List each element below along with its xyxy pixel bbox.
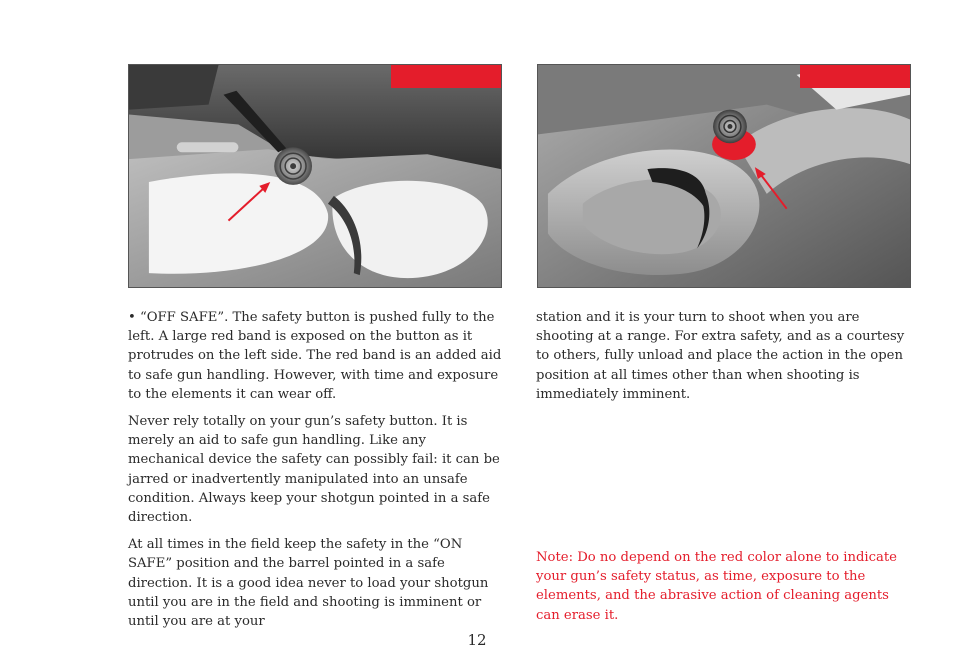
safety-button-red-band-photo-icon	[538, 65, 910, 287]
paragraph-in-field: At all times in the field keep the safety in the “ON SAFE” position and the barrel pointed in a safe direction. It is a good idea never to load your shotgun until you are in the field and shooting is imminent or until you are at your	[128, 537, 489, 630]
page-number: 12	[467, 631, 487, 649]
left-text-column	[128, 308, 506, 639]
red-corner-tab	[391, 65, 501, 88]
paragraph-off-safe: • “OFF SAFE”. The safety button is pushed fully to the left. A large red band is exposed on the button as it protrudes on the left side. The red band is an added aid to safe gun handling. However, with time and exposure to the elements it can wear off.	[128, 310, 502, 402]
paragraph-station: station and it is your turn to shoot when you are shooting at a range. For extra safety, and as a courtesy to others, fully unload and place the action in the open position at all times other than when shooting is immediately imminent.	[536, 310, 905, 402]
paragraph-never-rely: Never rely totally on your gun’s safety button. It is merely an aid to safe gun handling. Like any mechanical device the safety can possibly fail: it can be jarred or inadvertently manipulated into an unsafe condition. Always keep your shotgun pointed in a safe direction.	[128, 414, 500, 526]
right-text-column	[536, 308, 914, 412]
red-color-note: Note: Do no depend on the red color alone to indicate your gun’s safety status, as time, exposure to the elements, and the abrasive action of cleaning agents can erase it.	[536, 550, 897, 623]
safety-off-photo	[128, 64, 502, 288]
safety-red-band-photo	[537, 64, 911, 288]
safety-button-photo-icon	[129, 65, 501, 287]
red-corner-tab	[800, 65, 910, 88]
